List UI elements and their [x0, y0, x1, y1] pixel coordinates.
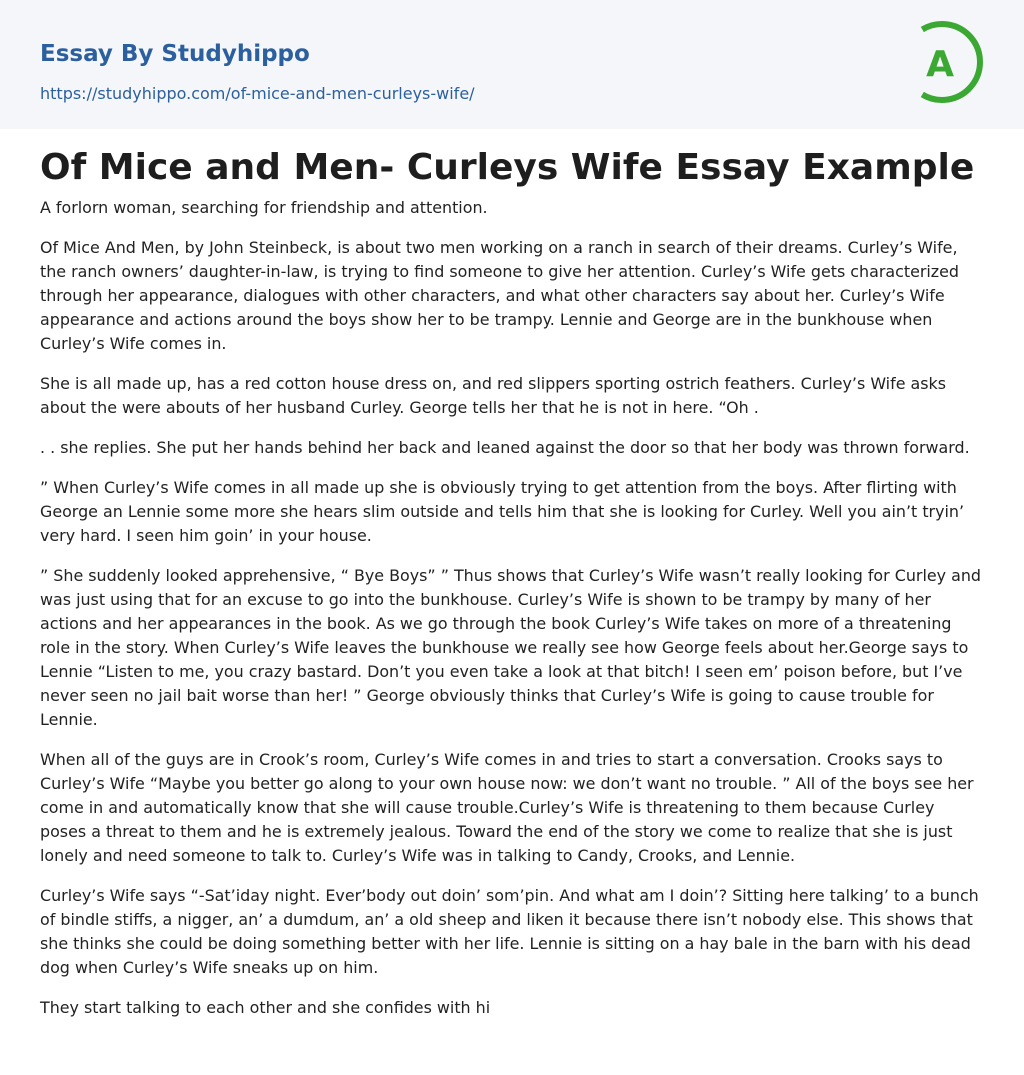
essay-paragraph: . . she replies. She put her hands behind her back and leaned against the door so that her body was thrown forward.	[40, 438, 970, 457]
essay-paragraph: She is all made up, has a red cotton house dress on, and red slippers sporting ostrich feathers. Curley’s Wife asks about the were abouts of her husband Curley. George tells her that he is not in here. “Oh .	[40, 374, 947, 417]
essay-paragraph: They start talking to each other and she confides with hi	[40, 998, 491, 1017]
essay-paragraph: Of Mice And Men, by John Steinbeck, is about two men working on a ranch in search of their dreams. Curley’s Wife, the ranch owners’ daughter-in-law, is trying to find someone to give her attention. Curley’s Wife gets characterized through her appearance, dialogues with other characters, and what other characters say about her. Curley’s Wife appearance and actions around the boys show her to be trampy. Lennie and George are in the bunkhouse when Curley’s Wife comes in.	[40, 238, 960, 353]
essay-paragraph: Curley’s Wife says “-Sat’iday night. Ever’body out doin’ som’pin. And what am I doin’? Sitting here talking’ to a bunch of bindle stiffs, a nigger, an’ a dumdum, an’ a old sheep and liken it because there isn’t nobody else. This shows that she thinks she could be doing something better with her life. Lennie is sitting on a hay bale in the barn with his dead dog when Curley’s Wife sneaks up on him.	[40, 886, 979, 977]
essay-title: Of Mice and Men- Curleys Wife Essay Example	[40, 147, 975, 188]
essay-url-link[interactable]: https://studyhippo.com/of-mice-and-men-curleys-wife/	[40, 84, 475, 103]
logo-letter: A	[926, 44, 954, 85]
essay-paragraph: When all of the guys are in Crook’s room, Curley’s Wife comes in and tries to start a conversation. Crooks says to Curley’s Wife “Maybe you better go along to your own house now: we don’t want no trouble. ” All of the boys see her come in and automatically know that she will cause trouble.Curley’s Wife is threatening to them because Curley poses a threat to them and he is extremely jealous. Toward the end of the story we come to realize that she is just lonely and need someone to talk to. Curley’s Wife was in talking to Candy, Crooks, and Lennie.	[40, 750, 974, 865]
essay-content	[0, 129, 1024, 1020]
site-brand[interactable]: Essay By Studyhippo	[40, 41, 310, 67]
site-header	[0, 0, 1024, 129]
essay-paragraph: ” When Curley’s Wife comes in all made up she is obviously trying to get attention from the boys. After flirting with George an Lennie some more she hears slim outside and tells him that she is looking for Curley. Well you ain’t tryin’ very hard. I seen him goin’ in your house.	[40, 478, 965, 545]
essay-paragraph: A forlorn woman, searching for friendship and attention.	[40, 198, 488, 217]
essay-paragraph: ” She suddenly looked apprehensive, “ Bye Boys” ” Thus shows that Curley’s Wife wasn’t really looking for Curley and was just using that for an excuse to go into the bunkhouse. Curley’s Wife is shown to be trampy by many of her actions and her appearances in the book. As we go through the book Curley’s Wife takes on more of a threatening role in the story. When Curley’s Wife leaves the bunkhouse we really see how George feels about her.George says to Lennie “Listen to me, you crazy bastard. Don’t you even take a look at that bitch! I seen em’ poison before, but I’ve never seen no jail bait worse than her! ” George obviously thinks that Curley’s Wife is going to cause trouble for Lennie.	[40, 566, 981, 729]
studyhippo-logo-icon[interactable]	[912, 19, 986, 105]
